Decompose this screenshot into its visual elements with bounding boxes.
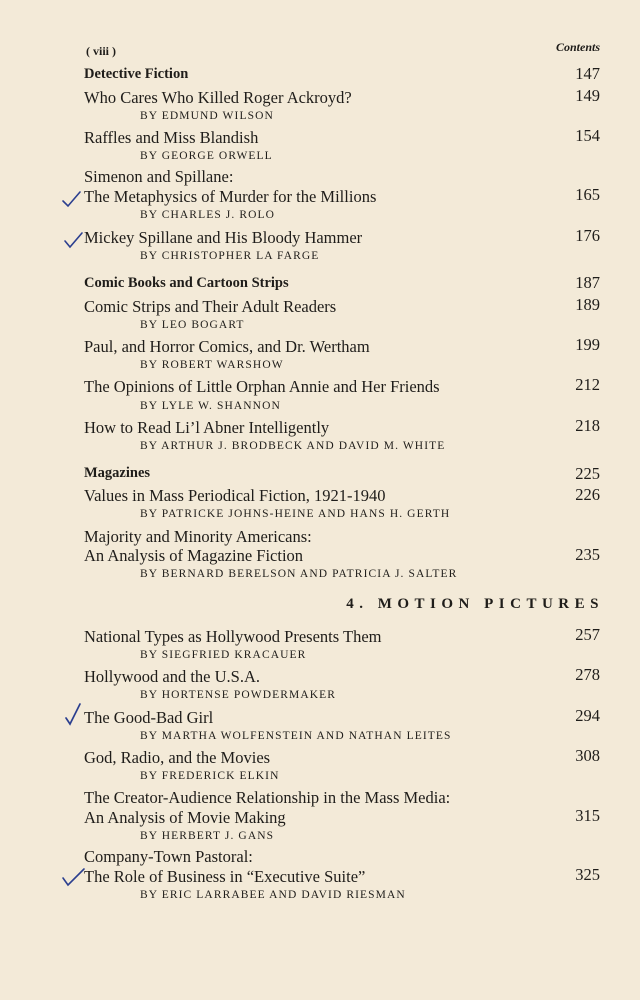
page-number: 189 <box>575 295 600 314</box>
page-number: 308 <box>575 746 600 765</box>
entry-author: BY EDMUND WILSON <box>140 110 274 122</box>
page-number: 235 <box>575 545 600 564</box>
page-number: 154 <box>575 126 600 145</box>
entry-author: BY ERIC LARRABEE AND DAVID RIESMAN <box>140 889 406 901</box>
entry-title: Mickey Spillane and His Bloody Hammer <box>84 228 363 247</box>
entry-title: How to Read Li’l Abner Intelligently <box>84 418 330 437</box>
entry-title: Comic Strips and Their Adult Readers <box>84 297 337 316</box>
entry-title-line1: Majority and Minority Americans: <box>84 527 312 546</box>
entry-author: BY CHARLES J. ROLO <box>140 209 276 221</box>
page-number: 149 <box>575 86 600 105</box>
entry-title: Hollywood and the U.S.A. <box>84 667 260 686</box>
section-heading: Detective Fiction <box>84 66 189 82</box>
part-heading: 4. MOTION PICTURES <box>346 596 604 612</box>
entry-author: BY FREDERICK ELKIN <box>140 770 280 782</box>
entry-title: God, Radio, and the Movies <box>84 748 271 767</box>
entry-author: BY PATRICKE JOHNS-HEINE AND HANS H. GERTH <box>140 508 451 520</box>
page-number: 147 <box>575 64 600 83</box>
entry-author: BY GEORGE ORWELL <box>140 150 273 162</box>
entry-title-line2: The Role of Business in “Executive Suite” <box>84 867 366 886</box>
entry-title: The Good-Bad Girl <box>84 708 214 727</box>
handwritten-check-mark <box>60 866 88 888</box>
entry-title: National Types as Hollywood Presents Them <box>84 627 382 646</box>
entry-title-line2: An Analysis of Movie Making <box>84 808 286 827</box>
handwritten-check-mark <box>62 702 84 728</box>
entry-title: Paul, and Horror Comics, and Dr. Wertham <box>84 337 370 356</box>
page-number: 218 <box>575 416 600 435</box>
entry-author: BY LEO BOGART <box>140 319 245 331</box>
page-number: 176 <box>575 226 600 245</box>
entry-title-line1: The Creator-Audience Relationship in the Mass Media: <box>84 788 451 807</box>
page-number: 315 <box>575 806 600 825</box>
page-number: 199 <box>575 335 600 354</box>
entry-author: BY MARTHA WOLFENSTEIN AND NATHAN LEITES <box>140 730 452 742</box>
page-number: 278 <box>575 665 600 684</box>
handwritten-check-mark <box>62 231 84 251</box>
section-heading: Magazines <box>84 465 151 481</box>
section-heading: Comic Books and Cartoon Strips <box>84 275 289 291</box>
page-number: 294 <box>575 706 600 725</box>
handwritten-check-mark <box>60 190 82 210</box>
page-number: 187 <box>575 273 600 292</box>
entry-author: BY ARTHUR J. BRODBECK AND DAVID M. WHITE <box>140 440 446 452</box>
entry-author: BY HERBERT J. GANS <box>140 830 275 842</box>
entry-title-line2: An Analysis of Magazine Fiction <box>84 546 304 565</box>
entry-title-line1: Simenon and Spillane: <box>84 167 234 186</box>
page-number: 225 <box>575 464 600 483</box>
page-number: 257 <box>575 625 600 644</box>
page-number: 325 <box>575 865 600 884</box>
entry-author: BY LYLE W. SHANNON <box>140 400 281 412</box>
entry-title: Raffles and Miss Blandish <box>84 128 259 147</box>
entry-title: Who Cares Who Killed Roger Ackroyd? <box>84 88 352 107</box>
page-number-label: ( viii ) <box>86 44 116 58</box>
entry-author: BY CHRISTOPHER LA FARGE <box>140 250 320 262</box>
entry-title-line1: Company-Town Pastoral: <box>84 847 253 866</box>
entry-title: The Opinions of Little Orphan Annie and Her Friends <box>84 377 440 396</box>
page-number: 226 <box>575 485 600 504</box>
entry-author: BY BERNARD BERELSON AND PATRICIA J. SALTER <box>140 568 458 580</box>
entry-title-line2: The Metaphysics of Murder for the Millions <box>84 187 377 206</box>
entry-author: BY ROBERT WARSHOW <box>140 359 284 371</box>
entry-author: BY HORTENSE POWDERMAKER <box>140 689 337 701</box>
page-number: 165 <box>575 185 600 204</box>
entry-title: Values in Mass Periodical Fiction, 1921-1940 <box>84 486 386 505</box>
entry-author: BY SIEGFRIED KRACAUER <box>140 649 307 661</box>
running-title: Contents <box>555 40 600 54</box>
page-number: 212 <box>575 375 600 394</box>
